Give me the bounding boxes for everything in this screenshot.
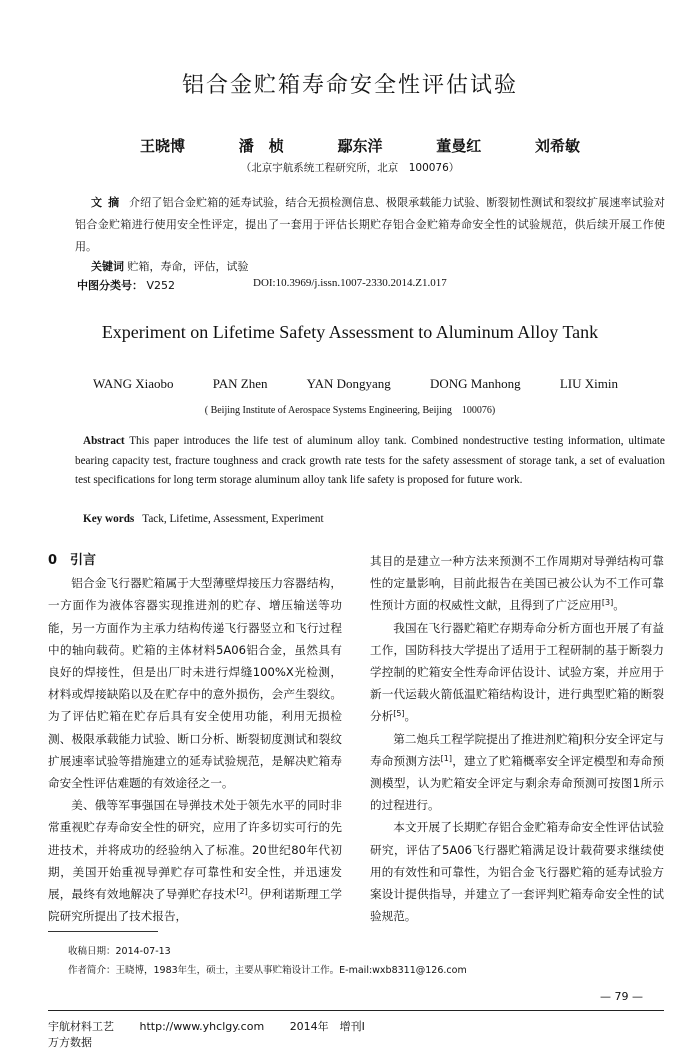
- abstract-en-label: Abstract: [83, 435, 125, 447]
- abstract-en-text: This paper introduces the life test of aluminum alloy tank. Combined nondestructive testing information, ultimate bearing capacity test, fracture toughness and crack growth rate tests for the safety assessment of storage tank, a set of evaluation test specifications for long term storage aluminum alloy tank life safety is proposed for future work.: [75, 435, 665, 486]
- keywords-cn: [91, 258, 249, 274]
- body-paragraph: [370, 728, 664, 817]
- author-list-cn: [140, 135, 580, 156]
- citation-ref[interactable]: [3]: [601, 598, 614, 608]
- abstract-cn-label: 文摘: [91, 196, 126, 209]
- paragraph-text: 。: [613, 598, 625, 613]
- paragraph-text: 。伊利诺斯理工学院研究所提出了技术报告，: [48, 887, 342, 924]
- body-paragraph: [370, 617, 664, 728]
- author-list-en: [93, 376, 618, 392]
- keywords-en: [75, 513, 324, 525]
- database-watermark: 万方数据: [48, 1036, 92, 1049]
- footnote-received-date: 收稿日期：2014-07-13: [68, 946, 171, 957]
- keywords-cn-text: 贮箱，寿命，评估，试验: [127, 260, 249, 273]
- paragraph-text: 美、俄等军事强国在导弹技术处于领先水平的同时非常重视贮存寿命安全性的研究，应用了许多切实可行的先进技术，并将成功的经验纳入了标准。20世纪80年代初期，美国开始重视导弹贮存可靠性和安全性，并迅速发展，最终有效地解决了导弹贮存技术: [48, 798, 342, 902]
- affiliation-cn: （北京宇航系统工程研究所，北京 100076）: [240, 162, 460, 174]
- classification-label: 中图分类号：: [77, 279, 143, 292]
- journal-url[interactable]: http://www.yhclgy.com: [139, 1020, 265, 1033]
- paper-title-en: Experiment on Lifetime Safety Assessment to Aluminum Alloy Tank: [101, 322, 599, 342]
- author-cn: 鄢东洋: [337, 137, 383, 155]
- author-cn: 刘希敏: [534, 137, 580, 155]
- author-en: YAN Dongyang: [306, 376, 391, 391]
- abstract-cn: [75, 192, 665, 258]
- author-en: PAN Zhen: [212, 376, 268, 391]
- classification-value: V252: [146, 279, 176, 292]
- footnote-author-bio: 作者简介：王晓博，1983年生，硕士，主要从事贮箱设计工作。E-mail:wxb8311@126.com: [68, 965, 467, 976]
- affiliation-en: ( Beijing Institute of Aerospace Systems Engineering, Beijing 100076): [204, 405, 496, 416]
- body-paragraph: [48, 794, 342, 927]
- author-en: DONG Manhong: [430, 376, 521, 391]
- body-paragraph: 铝合金飞行器贮箱属于大型薄壁焊接压力容器结构，一方面作为液体容器实现推进剂的贮存、增压输送等功能，另一方面作为主承力结构传递飞行器竖立和飞行过程中的轴向载荷。贮箱的主体材料5A06铝合金，虽然具有良好的焊接性，但是出厂时未进行焊缝100%X光检测，材料或焊接缺陷以及在贮存中的意外损伤，会产生裂纹。为了评估贮箱在贮存后具有安全使用功能，利用无损检测、极限承载能力试验、断口分析、断裂韧度测试和裂纹扩展速率试验等措施建立的延寿试验规范，是解决贮箱寿命安全性评估难题的有效途径之一。: [48, 576, 342, 791]
- citation-ref[interactable]: [1]: [440, 753, 453, 763]
- body-left-column: [48, 550, 342, 927]
- keywords-en-label: Key words: [83, 513, 135, 525]
- journal-name: 宇航材料工艺: [48, 1020, 114, 1033]
- author-cn: 潘 桢: [238, 137, 284, 155]
- classification-number: [77, 277, 175, 293]
- paper-title-cn: 铝合金贮箱寿命安全性评估试验: [181, 73, 518, 98]
- author-en: WANG Xiaobo: [93, 376, 174, 391]
- keywords-en-text: Tack, Lifetime, Assessment, Experiment: [142, 513, 324, 525]
- journal-issue: 2014年 增刊Ⅰ: [289, 1020, 365, 1033]
- keywords-cn-label: 关键词: [91, 260, 124, 273]
- footnote-divider: [48, 931, 158, 932]
- doi[interactable]: DOI:10.3969/j.issn.1007-2330.2014.Z1.017: [253, 277, 447, 289]
- citation-ref[interactable]: [5]: [393, 709, 405, 719]
- paragraph-text: 第二炮兵工程学院提出了推进剂贮箱J积分安全评定与寿命预测方法: [370, 731, 664, 768]
- body-right-column: [370, 550, 664, 927]
- page-number: — 79 —: [600, 990, 643, 1003]
- body-paragraph: [370, 550, 664, 617]
- paragraph-text: ，建立了贮箱概率安全评定模型和寿命预测模型，认为贮箱安全评定与剩余寿命预测可按图1所示的过程进行。: [370, 753, 664, 813]
- author-cn: 王晓博: [140, 137, 186, 155]
- paragraph-text: 其目的是建立一种方法来预测不工作周期对导弹结构可靠性的定量影响，目前此报告在美国已被公认为不工作可靠性预计方面的权威性文献，且得到了广泛应用: [370, 554, 664, 613]
- abstract-cn-text: 介绍了铝合金贮箱的延寿试验，结合无损检测信息、极限承载能力试验、断裂韧性测试和裂纹扩展速率试验对铝合金贮箱进行使用安全性评定，提出了一套用于评估长期贮存铝合金贮箱寿命安全性的试验规范，供后续开展工作使用。: [75, 196, 666, 253]
- footer-divider: [48, 1010, 664, 1011]
- abstract-en: [75, 432, 665, 491]
- paragraph-text: 我国在飞行器贮箱贮存期寿命分析方面也开展了有益工作，国防科技大学提出了适用于工程研制的基于断裂力学控制的贮箱安全性寿命评估设计、试验方案，并应用于新一代运载火箭低温贮箱结构设计，进行典型贮箱的断裂分析: [370, 620, 664, 724]
- paragraph-text: 。: [404, 709, 417, 724]
- author-en: LIU Ximin: [559, 376, 618, 391]
- journal-footer: [48, 1018, 387, 1034]
- author-cn: 董曼红: [436, 137, 482, 155]
- citation-ref[interactable]: [2]: [236, 887, 248, 897]
- body-paragraph: 本文开展了长期贮存铝合金贮箱寿命安全性评估试验研究，评估了5A06飞行器贮箱满足设计载荷要求继续使用的有效性和可靠性，为铝合金飞行器贮箱的延寿试验方案设计提供指导，并建立了一套评判贮箱寿命安全性的试验规范。: [370, 820, 664, 924]
- section-heading-introduction: 0 引言: [48, 553, 97, 568]
